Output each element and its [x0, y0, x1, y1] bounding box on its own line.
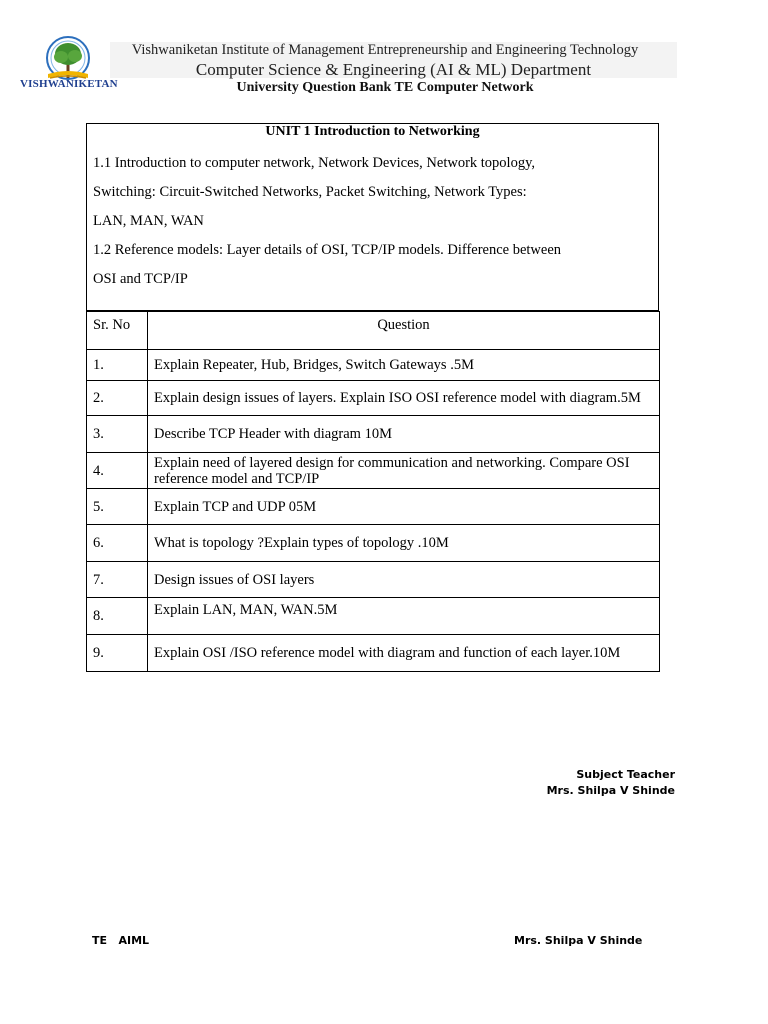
sr-no-cell: 7. [87, 562, 148, 598]
table-header-row [87, 312, 660, 350]
sr-no-cell: 9. [87, 635, 148, 672]
table-row [87, 562, 660, 598]
table-row [87, 416, 660, 453]
question-cell: What is topology ?Explain types of topology .10M [148, 525, 660, 562]
sr-no-cell: 8. [87, 598, 148, 635]
table-row [87, 489, 660, 525]
logo-wordmark: VISHWANIKETAN [20, 78, 118, 90]
question-table [86, 311, 660, 672]
sr-no-cell: 3. [87, 416, 148, 453]
question-cell: Explain need of layered design for communication and networking. Compare OSI reference model and TCP/IP [148, 453, 660, 489]
table-row [87, 635, 660, 672]
question-cell: Design issues of OSI layers [148, 562, 660, 598]
question-cell: Explain LAN, MAN, WAN.5M [148, 598, 660, 635]
unit-line: 1.2 Reference models: Layer details of OSI, TCP/IP models. Difference between [93, 242, 562, 258]
table-row [87, 381, 660, 416]
sr-no-cell: 5. [87, 489, 148, 525]
sr-no-cell: 2. [87, 381, 148, 416]
question-cell: Explain TCP and UDP 05M [148, 489, 660, 525]
question-cell: Explain design issues of layers. Explain ISO OSI reference model with diagram.5M [148, 381, 660, 416]
table-row [87, 525, 660, 562]
table-row [87, 598, 660, 635]
question-cell: Describe TCP Header with diagram 10M [148, 416, 660, 453]
unit-line: Switching: Circuit-Switched Networks, Packet Switching, Network Types: [93, 184, 527, 200]
department-name: Computer Science & Engineering (AI & ML) Department [195, 60, 592, 79]
column-header-sr-no: Sr. No [87, 312, 148, 350]
unit-description-box [86, 123, 659, 311]
question-cell: Explain Repeater, Hub, Bridges, Switch Gateways .5M [148, 350, 660, 381]
signature-block [547, 767, 675, 799]
unit-line: LAN, MAN, WAN [93, 213, 204, 229]
footer-left: TE AIML [92, 934, 150, 947]
signature-role: Subject Teacher [576, 768, 675, 781]
sr-no-cell: 6. [87, 525, 148, 562]
question-cell: Explain OSI /ISO reference model with diagram and function of each layer.10M [148, 635, 660, 672]
unit-title: UNIT 1 Introduction to Networking [265, 124, 480, 139]
institute-name: Vishwaniketan Institute of Management Entrepreneurship and Engineering Technology [131, 42, 639, 58]
unit-line: 1.1 Introduction to computer network, Network Devices, Network topology, [93, 155, 536, 171]
table-row [87, 453, 660, 489]
sr-no-cell: 4. [87, 453, 148, 489]
unit-line: OSI and TCP/IP [93, 271, 188, 287]
signature-name: Mrs. Shilpa V Shinde [546, 784, 675, 797]
document-title: University Question Bank TE Computer Network [236, 80, 534, 95]
footer-right: Mrs. Shilpa V Shinde [514, 934, 643, 947]
table-row [87, 350, 660, 381]
sr-no-cell: 1. [87, 350, 148, 381]
column-header-question: Question [148, 312, 660, 350]
